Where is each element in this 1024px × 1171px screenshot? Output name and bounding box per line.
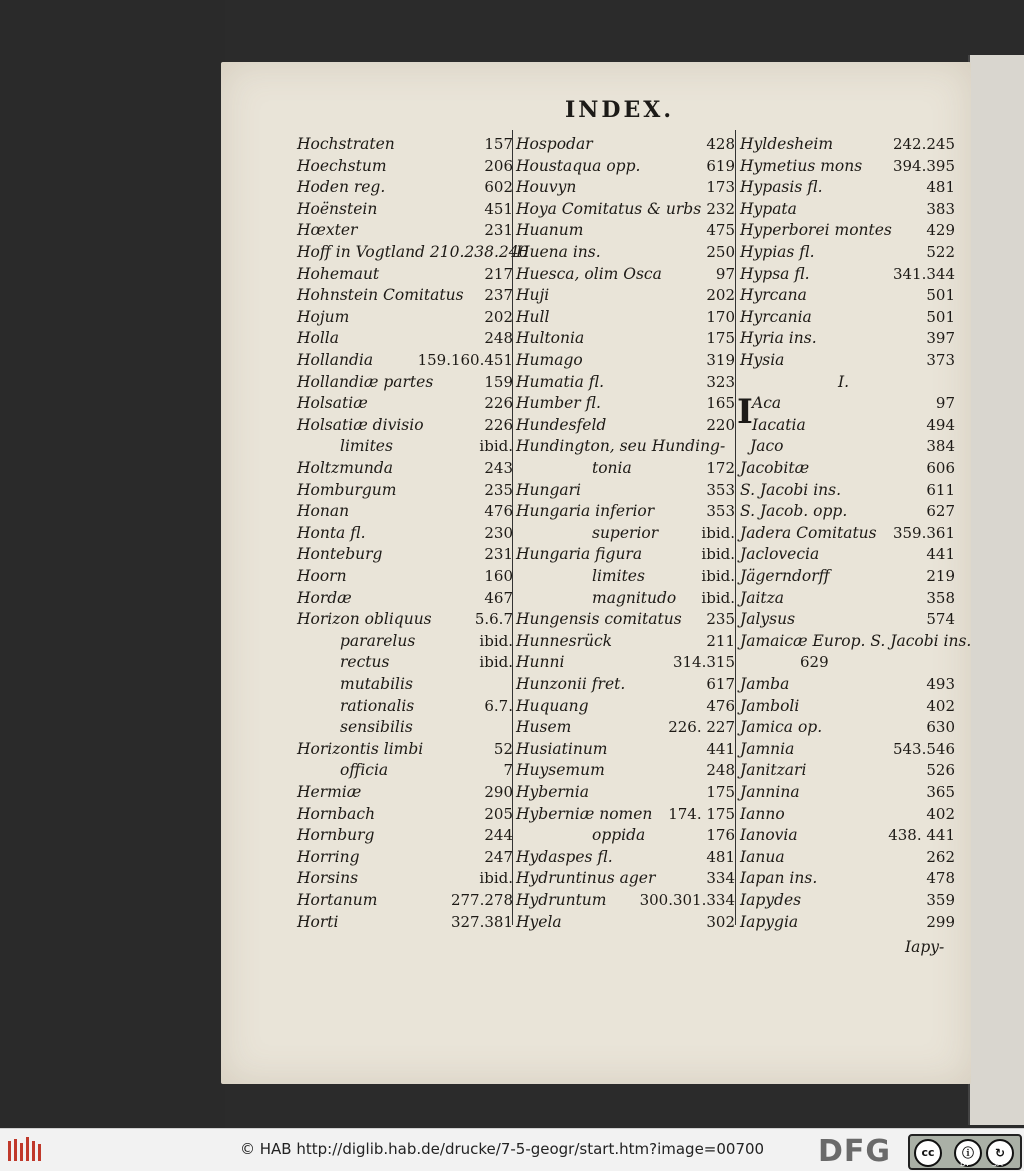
index-entry-page-number: 341.344	[892, 264, 955, 283]
index-entry-page-number: 402	[926, 696, 955, 715]
index-entry-page-number: 262	[926, 847, 955, 866]
index-entry-page-number: 526	[926, 761, 955, 780]
index-entry-label: Aca	[752, 394, 782, 413]
license-sa-label: SA	[992, 1159, 1003, 1168]
index-entry-label: Jamica op.	[740, 718, 823, 737]
index-entry-page-number: 383	[926, 199, 955, 218]
license-badge[interactable]	[908, 1134, 1022, 1170]
index-entry-label: Huanum	[516, 221, 584, 240]
index-entry-page-number: 231	[484, 221, 513, 240]
index-entry-page-number: 629	[800, 653, 829, 672]
next-page-edge	[968, 55, 1024, 1125]
index-entry-page-number: 5.6.7	[474, 610, 513, 629]
index-entry-label: limites	[340, 437, 393, 456]
index-entry-page-number: 476	[484, 502, 513, 521]
index-entry-page-number: 481	[926, 178, 955, 197]
index-entry-page-number: 475	[706, 221, 735, 240]
index-entry-page-number: 226	[484, 394, 513, 413]
index-entry-label: Jadera Comitatus	[740, 523, 877, 542]
index-entry-label: tonia	[592, 459, 632, 477]
index-entry-label: Husiatinum	[516, 739, 608, 758]
index-entry-page-number: 334	[706, 869, 735, 888]
index-entry-page-number: 248	[484, 329, 513, 348]
index-entry-label: sensibilis	[340, 718, 413, 737]
index-entry-page-number: 217	[484, 264, 513, 283]
index-entry-label: Hymetius mons	[740, 156, 863, 175]
index-entry-page-number: 373	[926, 351, 955, 369]
index-entry-label: limites	[592, 567, 645, 585]
index-entry-page-number: 226. 227	[668, 718, 735, 737]
index-entry-page-number: ibid.	[479, 869, 513, 888]
index-entry-label: Hochstraten	[297, 135, 395, 153]
index-entry-page-number: 290	[484, 783, 513, 801]
index-entry-label: Ianovia	[740, 826, 798, 845]
index-entry-label: Hoff in Vogtland 210.238.240	[297, 243, 529, 261]
index-entry-page-number: 359.361	[892, 523, 955, 542]
index-entry-page-number: 441	[926, 545, 955, 564]
index-entry-label: Hybernia	[516, 783, 589, 801]
index-entry-label: Hypias fl.	[740, 243, 815, 261]
index-entry-page-number: 173	[706, 178, 735, 197]
index-entry-label: Huesca, olim Osca	[516, 264, 662, 283]
index-entry-label: Jamnia	[740, 739, 795, 758]
index-entry-label: Huji	[516, 286, 550, 305]
index-entry-label: Hunnesrück	[516, 631, 613, 650]
index-entry-page-number: ibid.	[479, 653, 513, 672]
index-entry-label: Hospodar	[516, 135, 593, 153]
index-entry-page-number: 429	[926, 221, 955, 240]
license-by-label: BY	[960, 1159, 970, 1168]
index-entry-page-number: 176	[706, 826, 735, 845]
index-entry-label: Hordæ	[297, 588, 352, 607]
index-entry-page-number: 323	[706, 372, 735, 391]
index-entry-label: rationalis	[340, 696, 415, 715]
index-entry-label: Hunzonii fret.	[516, 675, 626, 693]
index-entry-label: Hoden reg.	[297, 178, 386, 197]
index-entry-label: officia	[340, 761, 389, 780]
index-entry-label: Homburgum	[297, 480, 397, 499]
index-entry-label: mutabilis	[340, 675, 413, 693]
index-entry-page-number: 159.160.451	[417, 351, 513, 369]
index-entry-page-number: 438. 441	[888, 826, 955, 845]
dfg-logo: DFG	[818, 1134, 892, 1169]
index-entry-label: Jacobitæ	[740, 459, 810, 477]
index-entry-page-number: 243	[484, 459, 513, 477]
sa-icon: ↻	[986, 1139, 1014, 1167]
index-entry-page-number: 494	[926, 415, 955, 434]
index-entry-label: Hyrcania	[740, 307, 812, 326]
index-entry-page-number: 211	[706, 631, 735, 650]
index-entry-label: Horring	[297, 847, 360, 866]
index-entry-page-number: 235	[706, 610, 735, 629]
index-entry-label: Jamboli	[740, 696, 800, 715]
index-entry-page-number: 402	[926, 804, 955, 823]
index-entry-page-number: 7	[503, 761, 513, 780]
index-entry-label: Hœxter	[297, 221, 358, 240]
index-entry-page-number: 384	[926, 437, 955, 456]
index-entry-page-number: 230	[484, 523, 513, 542]
index-entry-label: Husem	[516, 718, 572, 737]
index-entry-label: Huena ins.	[516, 243, 601, 261]
catchword: Iapy-	[905, 938, 945, 956]
index-entry-label: Holla	[297, 329, 340, 348]
index-entry-label: Jamaicæ Europ. S. Jacobi ins.	[740, 631, 972, 650]
footer-bar	[0, 1128, 1024, 1171]
index-entry-label: S. Jacob. opp.	[740, 502, 848, 521]
index-entry-page-number: 611	[926, 480, 955, 499]
index-entry-page-number: 242.245	[892, 135, 955, 153]
index-entry-page-number: 220	[706, 415, 735, 434]
index-entry-page-number: 602	[484, 178, 513, 197]
scan-background-left	[0, 0, 225, 1128]
index-entry-label: Iapygia	[740, 912, 799, 931]
index-entry-label: Hydruntum	[516, 891, 607, 909]
index-entry-page-number: ibid.	[479, 437, 513, 456]
index-entry-page-number: 314.315	[672, 653, 735, 672]
index-entry-page-number: 630	[926, 718, 955, 737]
index-entry-label: Horizontis limbi	[297, 739, 424, 758]
index-entry-page-number: ibid.	[479, 631, 513, 650]
index-entry-label: Jannina	[740, 783, 800, 801]
index-entry-label: Hollandiæ partes	[297, 372, 434, 391]
index-entry-page-number: 627	[926, 502, 955, 521]
index-entry-page-number: 300.301.334	[639, 891, 735, 909]
index-entry-page-number: 467	[484, 588, 513, 607]
index-entry-page-number: 606	[926, 459, 955, 477]
index-entry-page-number: 157	[484, 135, 513, 153]
index-entry-label: pararelus	[340, 631, 416, 650]
index-entry-label: oppida	[592, 826, 646, 845]
index-entry-page-number: 160	[484, 567, 513, 585]
index-entry-label: Holsatiæ	[297, 394, 368, 413]
page-title: INDEX.	[565, 97, 674, 123]
index-entry-label: Houvyn	[516, 178, 577, 197]
index-entry-label: Hungaria figura	[516, 545, 643, 564]
index-entry-label: Jaco	[750, 437, 784, 456]
index-entry-page-number: ibid.	[701, 567, 735, 585]
section-initial-i: I	[737, 392, 753, 432]
index-entry-label: Humatia fl.	[516, 372, 605, 391]
index-entry-page-number: 353	[706, 480, 735, 499]
index-entry-label: Hyldesheim	[740, 135, 834, 153]
index-entry-label: Jaclovecia	[740, 545, 820, 564]
index-entry-page-number: ibid.	[701, 545, 735, 564]
index-entry-label: Hundesfeld	[516, 415, 607, 434]
index-entry-page-number: ibid.	[701, 523, 735, 542]
index-entry-page-number: 501	[926, 307, 955, 326]
index-entry-label: Honta fl.	[297, 523, 366, 542]
index-entry-label: Hypata	[740, 199, 797, 218]
index-entry-page-number: 205	[484, 804, 513, 823]
index-entry-label: Horsins	[297, 869, 359, 888]
index-entry-page-number: 219	[926, 567, 955, 585]
index-entry-label: Iacatia	[752, 415, 806, 434]
index-entry-label: Holtzmunda	[297, 459, 394, 477]
index-entry-page-number: 277.278	[450, 891, 513, 909]
index-entry-label: Iapan ins.	[740, 869, 818, 888]
index-entry-label: Huysemum	[516, 761, 605, 780]
index-entry-label: Jaitza	[740, 588, 785, 607]
index-entry-label: Hyberniæ nomen	[516, 804, 653, 823]
index-entry-label: Hunni	[516, 653, 565, 672]
index-entry-label: Hortanum	[297, 891, 378, 909]
index-entry-page-number: 97	[715, 264, 735, 283]
index-entry-label: Horti	[297, 912, 339, 931]
index-entry-page-number: 501	[926, 286, 955, 305]
index-entry-label: Hungari	[516, 480, 582, 499]
index-entry-page-number: 617	[706, 675, 735, 693]
index-entry-page-number: 226	[484, 415, 513, 434]
index-entry-page-number: 481	[706, 847, 735, 866]
index-entry-page-number: 235	[484, 480, 513, 499]
index-entry-label: Hollandia	[297, 351, 374, 369]
index-entry-label: Hoorn	[297, 567, 347, 585]
index-entry-label: S. Jacobi ins.	[740, 480, 842, 499]
index-entry-label: Ianno	[740, 804, 785, 823]
index-entry-page-number: 172	[706, 459, 735, 477]
index-entry-label: Janitzari	[740, 761, 807, 780]
index-entry-page-number: 543.546	[892, 739, 955, 758]
footer-credit-link[interactable]: © HAB http://diglib.hab.de/drucke/7-5-geogr/start.htm?image=00700	[240, 1140, 765, 1158]
index-entry-label: Hyria ins.	[740, 329, 817, 348]
index-entry-page-number: 250	[706, 243, 735, 261]
index-entry-label: Hydruntinus ager	[516, 869, 656, 888]
index-entry-page-number: 237	[484, 286, 513, 305]
index-entry-label: Honan	[297, 502, 350, 521]
index-entry-label: Hundington, seu Hunding-	[516, 437, 726, 456]
index-entry-page-number: 299	[926, 912, 955, 931]
index-entry-label: Jamba	[740, 675, 790, 693]
index-entry-label: Hojum	[297, 307, 350, 326]
index-entry-page-number: 170	[706, 307, 735, 326]
index-entry-page-number: 97	[935, 394, 955, 413]
index-entry-label: Hohemaut	[297, 264, 380, 283]
index-entry-page-number: 202	[484, 307, 513, 326]
index-entry-label: Hoënstein	[297, 199, 378, 218]
index-entry-page-number: 478	[926, 869, 955, 888]
index-entry-label: Hornbach	[297, 804, 376, 823]
index-entry-label: Hungensis comitatus	[516, 610, 682, 629]
index-entry-label: Hoechstum	[297, 156, 387, 175]
index-entry-page-number: 175	[706, 783, 735, 801]
index-entry-label: Iapydes	[740, 891, 802, 909]
index-entry-label: Hysia	[740, 351, 785, 369]
index-entry-page-number: 232	[706, 199, 735, 218]
index-entry-label: Holsatiæ divisio	[297, 415, 424, 434]
cc-icon: cc	[914, 1139, 942, 1167]
index-entry-page-number: 358	[926, 588, 955, 607]
index-entry-label: Houstaqua opp.	[516, 156, 641, 175]
index-entry-label: Hultonia	[516, 329, 585, 348]
index-entry-page-number: 244	[484, 826, 513, 845]
index-entry-page-number: ibid.	[701, 588, 735, 607]
index-entry-page-number: 202	[706, 286, 735, 305]
index-entry-label: I.	[838, 372, 850, 391]
index-entry-page-number: 174. 175	[668, 804, 735, 823]
index-entry-label: magnitudo	[592, 588, 677, 607]
index-entry-label: Humber fl.	[516, 394, 601, 413]
by-icon: ⓘ	[954, 1139, 982, 1167]
index-entry-page-number: 441	[706, 739, 735, 758]
index-entry-label: Hornburg	[297, 826, 375, 845]
index-entry-label: Hypsa fl.	[740, 264, 810, 283]
index-entry-page-number: 248	[706, 761, 735, 780]
index-entry-label: Hull	[516, 307, 550, 326]
index-entry-page-number: 619	[706, 156, 735, 175]
index-entry-label: Hydaspes fl.	[516, 847, 613, 866]
index-entry-page-number: 231	[484, 545, 513, 564]
index-entry-label: Hypasis fl.	[740, 178, 823, 197]
index-entry-label: Hyela	[516, 912, 562, 931]
index-entry-page-number: 353	[706, 502, 735, 521]
index-entry-label: Hohnstein Comitatus	[297, 286, 464, 305]
index-entry-page-number: 574	[926, 610, 955, 629]
index-entry-page-number: 428	[706, 135, 735, 153]
index-entry-label: Hermiæ	[297, 783, 362, 801]
index-entry-label: Ianua	[740, 847, 785, 866]
index-entry-page-number: 522	[926, 243, 955, 261]
index-entry-page-number: 165	[706, 394, 735, 413]
index-entry-page-number: 206	[484, 156, 513, 175]
index-entry-page-number: 175	[706, 329, 735, 348]
index-entry-label: superior	[592, 523, 659, 542]
index-entry-page-number: 476	[706, 696, 735, 715]
index-entry-label: Honteburg	[297, 545, 383, 564]
index-entry-label: Hungaria inferior	[516, 502, 655, 521]
index-entry-page-number: 6.7.	[484, 696, 513, 715]
index-entry-label: Humago	[516, 351, 583, 369]
index-entry-label: Hyperborei montes	[740, 221, 892, 240]
index-entry-page-number: 451	[484, 199, 513, 218]
index-entry-page-number: 493	[926, 675, 955, 693]
index-entry-label: Huquang	[516, 696, 589, 715]
index-entry-page-number: 327.381	[450, 912, 513, 931]
index-entry-page-number: 365	[926, 783, 955, 801]
index-entry-page-number: 397	[926, 329, 955, 348]
index-entry-page-number: 247	[484, 847, 513, 866]
column-rule-2	[735, 130, 736, 925]
index-entry-label: rectus	[340, 653, 390, 672]
index-entry-page-number: 52	[493, 739, 513, 758]
index-entry-label: Hyrcana	[740, 286, 807, 305]
index-entry-page-number: 394.395	[892, 156, 955, 175]
index-entry-page-number: 302	[706, 912, 735, 931]
index-entry-page-number: 359	[926, 891, 955, 909]
index-entry-page-number: 319	[706, 351, 735, 369]
index-entry-label: Jägerndorff	[740, 567, 830, 585]
index-entry-label: Jalysus	[740, 610, 796, 629]
hab-logo-icon	[6, 1135, 46, 1165]
index-entry-label: Hoya Comitatus & urbs	[516, 199, 702, 218]
index-entry-label: Horizon obliquus	[297, 610, 432, 629]
index-entry-page-number: 159	[484, 372, 513, 391]
